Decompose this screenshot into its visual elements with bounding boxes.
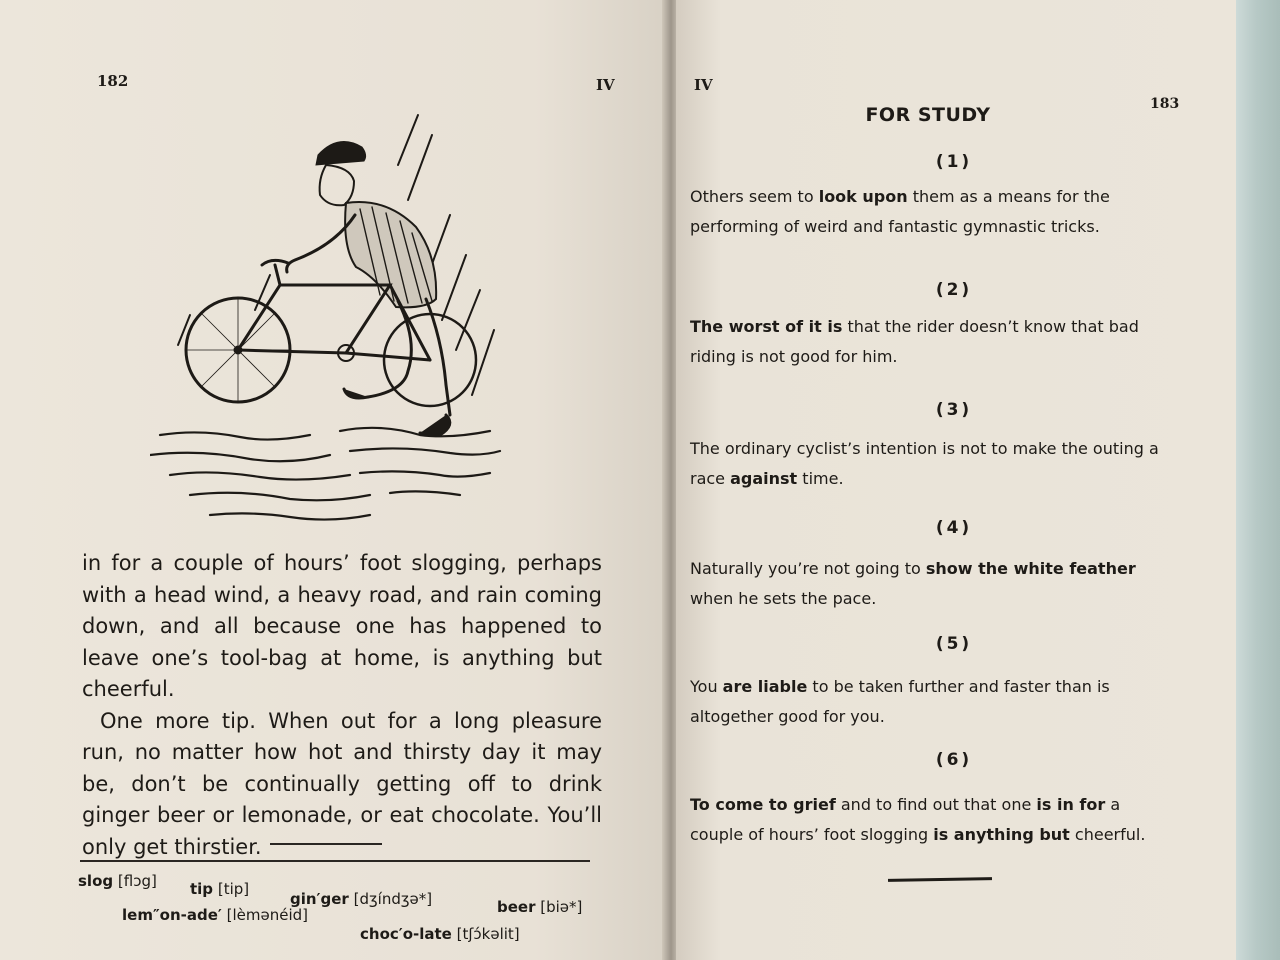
glossary-word: gin′ger <box>290 890 349 908</box>
glossary-entry <box>78 872 157 890</box>
study-sentence <box>690 312 1175 372</box>
sentence-text: Others seem to <box>690 187 819 206</box>
study-sentence <box>690 554 1175 614</box>
study-sentence <box>690 790 1175 850</box>
right-page-number: 183 <box>1150 96 1180 112</box>
key-phrase: against <box>730 469 798 488</box>
glossary-pronunciation: [tip] <box>217 880 250 898</box>
left-page-number: 182 <box>97 72 129 90</box>
sentence-text: Naturally you’re not going to <box>690 559 926 578</box>
study-section-number: (4) <box>935 518 973 538</box>
glossary-word: tip <box>190 880 214 898</box>
cyclist-in-rain-illustration <box>150 105 510 540</box>
glossary-entry <box>360 925 520 943</box>
body-paragraph: One more tip. When out for a long pleasure run, no matter how hot and thirsty day it may be, don’t be continually getting off to drink ginger beer or lemonade, or eat chocolate. You’ll only get thirstier. <box>82 708 602 859</box>
body-paragraph: in for a couple of hours’ foot slogging, perhaps with a head wind, a heavy road, and rain coming down, and all because one has happened to leave one’s tool-bag at home, is anything but cheerful. <box>82 551 602 701</box>
sentence-text: when he sets the pace. <box>690 589 877 608</box>
glossary-pronunciation: [lèmənéid] <box>226 906 308 924</box>
sentence-text: The ordinary cyclist’s intention is not to make the outing a race <box>690 439 1159 488</box>
study-section-number: (6) <box>935 750 973 770</box>
glossary-entry <box>122 906 308 924</box>
key-phrase: is in for <box>1036 795 1106 814</box>
right-section-mark: IV <box>694 76 713 94</box>
key-phrase: is anything but <box>933 825 1070 844</box>
left-section-mark: IV <box>596 76 615 94</box>
study-section-number: (2) <box>935 280 973 300</box>
glossary-pronunciation: [dʒíndʒə*] <box>353 890 433 908</box>
glossary-word: lem″on-ade′ <box>122 906 222 924</box>
study-sentence <box>690 434 1175 494</box>
key-phrase: The worst of it is <box>690 317 843 336</box>
footnote-rule <box>80 860 590 862</box>
glossary-word: slog <box>78 872 114 890</box>
sentence-text: You <box>690 677 723 696</box>
sentence-text: time. <box>797 469 844 488</box>
glossary-pronunciation: [flɔg] <box>117 872 157 890</box>
sentence-text: a couple of hours’ foot slogging <box>690 795 1121 844</box>
left-body-text <box>82 548 602 863</box>
study-section-number: (1) <box>935 152 973 172</box>
key-phrase: look upon <box>818 187 908 206</box>
glossary-pronunciation: [biə*] <box>540 898 583 916</box>
sentence-text: and to find out that one <box>835 795 1037 814</box>
section-divider <box>270 843 382 845</box>
glossary-word: choc′o-late <box>360 925 452 943</box>
study-section-number: (3) <box>935 400 973 420</box>
study-sentence <box>690 672 1175 732</box>
key-phrase: To come to grief <box>690 795 836 814</box>
glossary-pronunciation: [tʃɔ́kəlit] <box>456 925 520 943</box>
glossary-word: beer <box>497 898 536 916</box>
study-title: FOR STUDY <box>865 104 991 126</box>
glossary-entry <box>497 898 582 916</box>
glossary-entry <box>190 880 249 898</box>
sentence-text: to be taken further and faster than is altogether good for you. <box>690 677 1110 726</box>
glossary-entry <box>290 890 432 908</box>
sentence-text: that the rider doesn’t know that bad riding is not good for him. <box>690 317 1139 366</box>
sentence-text: them as a means for the performing of weird and fantastic gymnastic tricks. <box>690 187 1110 236</box>
key-phrase: are liable <box>722 677 808 696</box>
study-sentence <box>690 182 1175 242</box>
key-phrase: show the white feather <box>925 559 1136 578</box>
study-section-number: (5) <box>935 634 973 654</box>
sentence-text: cheerful. <box>1069 825 1146 844</box>
